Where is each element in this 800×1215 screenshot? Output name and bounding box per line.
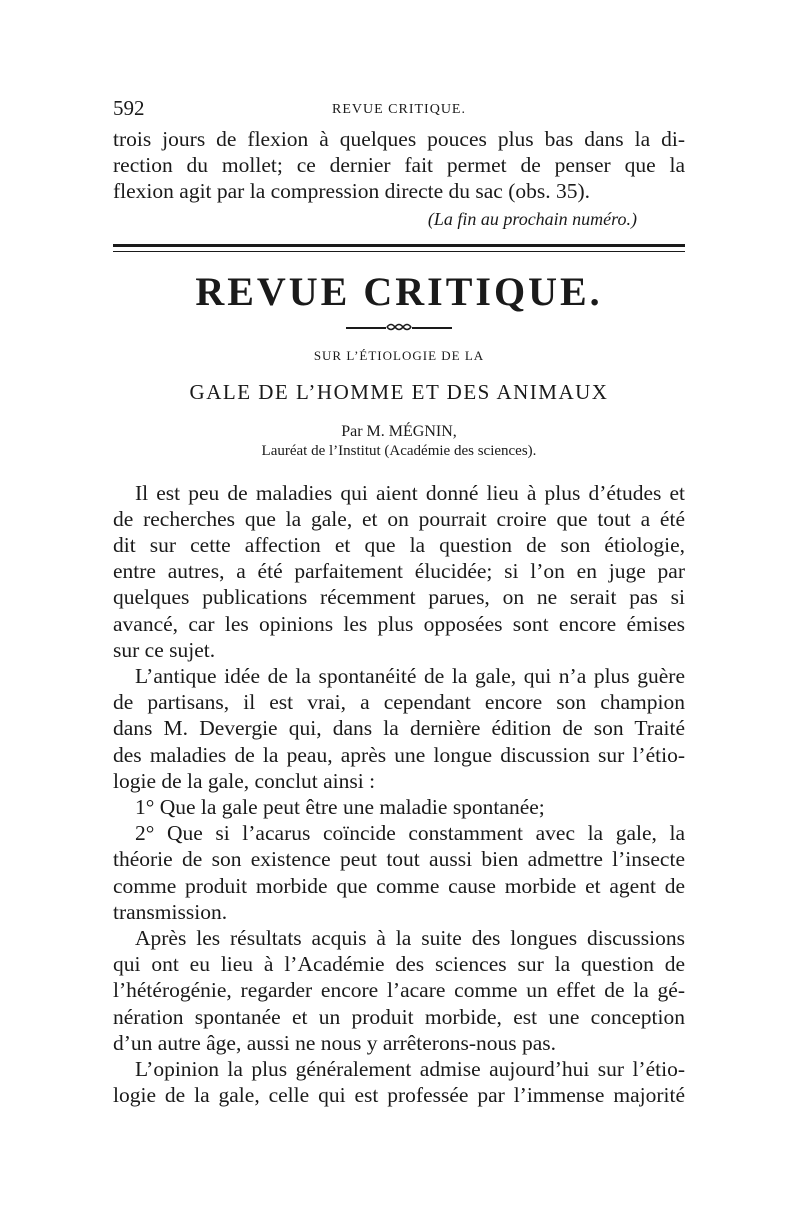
text-line: L’antique idée de la spontanéité de la gale, qui n’a plus guère <box>135 664 685 689</box>
author-name: Par M. MÉGNIN, <box>341 422 457 440</box>
text-line: avancé, car les opinions les plus opposées sont encore émises <box>113 611 685 636</box>
text-line: de recherches que la gale, et on pourrait croire que tout a été <box>113 506 685 531</box>
text-line: dans M. Devergie qui, dans la dernière édition de son Traité <box>113 716 685 741</box>
article-subtitle-large: GALE DE L’HOMME ET DES ANIMAUX <box>189 379 609 404</box>
article-body <box>113 480 685 1109</box>
text-line: entre autres, a été parfaitement élucidée; si l’on en juge par <box>113 559 685 584</box>
text-line: Après les résultats acquis à la suite des longues discussions <box>135 926 685 951</box>
text-line: 1° Que la gale peut être une maladie spontanée; <box>135 795 545 820</box>
running-title: REVUE CRITIQUE. <box>332 102 466 117</box>
text-line: L’opinion la plus généralement admise aujourd’hui sur l’étio- <box>135 1057 685 1082</box>
section-title: REVUE CRITIQUE. <box>195 268 603 314</box>
author-affiliation: Lauréat de l’Institut (Académie des sciences). <box>261 442 537 459</box>
text-line: transmission. <box>113 899 228 924</box>
book-page <box>113 96 685 1108</box>
paragraph <box>113 663 685 794</box>
text-line: logie de la gale, conclut ainsi : <box>113 768 376 793</box>
page-number: 592 <box>113 96 145 120</box>
ornament-knot-icon <box>386 322 412 332</box>
text-line: nération spontanée et un produit morbide, est une conception <box>113 1004 685 1029</box>
text-line: logie de la gale, celle qui est professée par l’immense majorité <box>113 1083 685 1108</box>
carryover-text <box>113 126 685 205</box>
text-line: de partisans, il est vrai, a cependant encore son champion <box>113 690 685 715</box>
text-line: rection du mollet; ce dernier fait permet de penser que la <box>113 153 685 178</box>
continuation-note: (La fin au prochain numéro.) <box>427 208 637 229</box>
text-line: quelques publications récemment parues, on ne serait pas si <box>113 585 685 610</box>
text-line: Il est peu de maladies qui aient donné lieu à plus d’études et <box>135 480 685 505</box>
paragraph <box>113 480 685 663</box>
section-divider-thick <box>113 244 685 247</box>
text-line: 2° Que si l’acarus coïncide constamment avec la gale, la <box>135 821 685 846</box>
text-line: flexion agit par la compression directe du sac (obs. 35). <box>113 179 591 204</box>
paragraph <box>113 925 685 1056</box>
text-line: dit sur cette affection et que la question de son étiologie, <box>113 533 685 558</box>
ornament-divider-icon <box>346 322 452 332</box>
text-line: comme produit morbide que comme cause morbide et agent de <box>113 873 685 898</box>
paragraph <box>113 794 685 820</box>
section-divider-thin <box>113 251 685 252</box>
text-line: l’hétérogénie, regarder encore l’acare comme un effet de la gé- <box>113 978 685 1003</box>
text-line: des maladies de la peau, après une longue discussion sur l’étio- <box>113 742 685 767</box>
text-line: qui ont eu lieu à l’Académie des sciences sur la question de <box>113 952 685 977</box>
paragraph <box>113 820 685 925</box>
text-line: trois jours de flexion à quelques pouces plus bas dans la di- <box>113 127 685 151</box>
article-subtitle-small: SUR L’ÉTIOLOGIE DE LA <box>313 347 485 363</box>
running-header <box>113 96 685 126</box>
paragraph <box>113 1056 685 1108</box>
text-line: d’un autre âge, aussi ne nous y arrêterons-nous pas. <box>113 1030 557 1055</box>
text-line: théorie de son existence peut tout aussi bien admettre l’insecte <box>113 847 685 872</box>
text-line: sur ce sujet. <box>113 637 216 662</box>
